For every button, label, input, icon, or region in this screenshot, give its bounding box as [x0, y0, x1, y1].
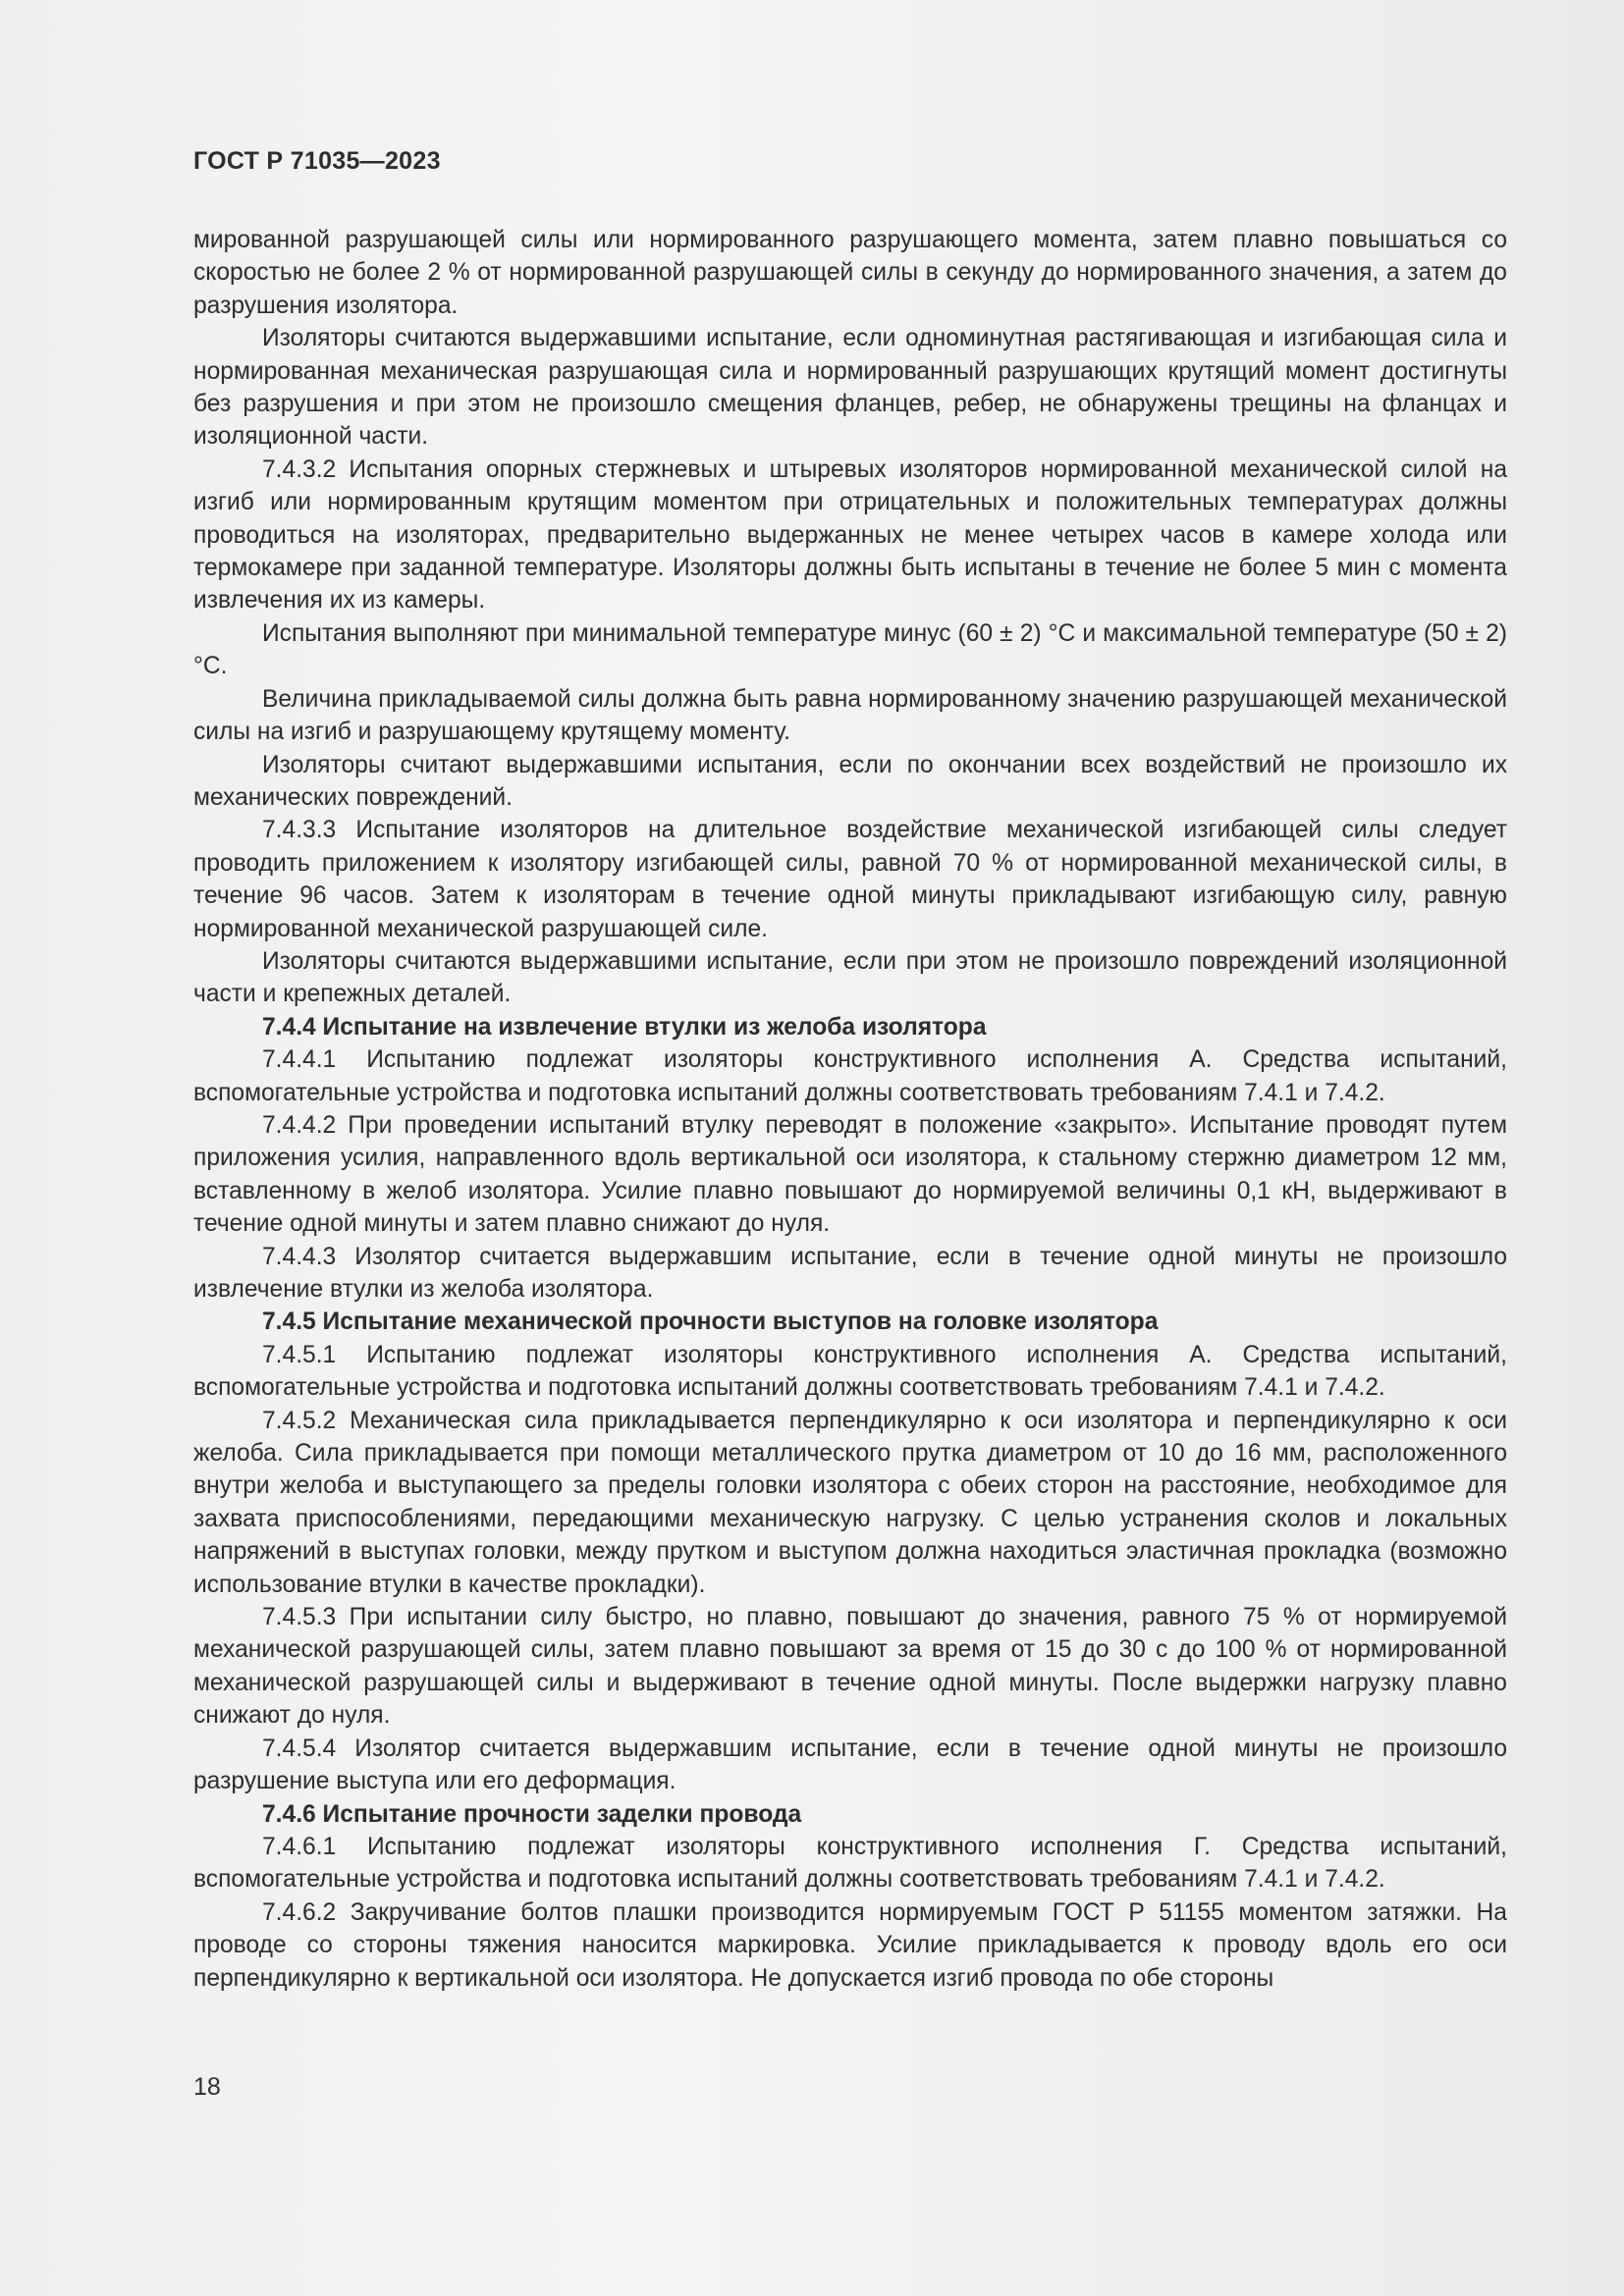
document-header: ГОСТ Р 71035—2023: [193, 147, 441, 175]
paragraph: 7.4.6.2 Закручивание болтов плашки производится нормируемым ГОСТ Р 51155 моментом затяжки. На проводе со стороны тяжения наносится маркировка. Усилие прикладывается к проводу вдоль его оси перпендикулярно к вертикальной оси изолятора. Не допускается изгиб провода по обе стороны: [193, 1898, 1507, 1992]
paragraph: 7.4.5.2 Механическая сила прикладывается перпендикулярно к оси изолятора и перпендикулярно к оси желоба. Сила прикладывается при помощи металлического прутка диаметром от 10 до 16 мм, расположенного внутри желоба и выступающего за пределы головки изолятора с обеих сторон на расстояние, необходимое для захвата приспособлениями, передающими механическую нагрузку. С целью устранения сколов и локальных напряжений в выступах головки, между прутком и выступом должна находиться эластичная прокладка (возможно использование втулки в качестве прокладки).: [193, 1407, 1507, 1598]
paragraph: 7.4.3.2 Испытания опорных стержневых и штыревых изоляторов нормированной механической силой на изгиб или нормированным крутящим моментом при отрицательных и положительных температурах должны проводиться на изоляторах, предварительно выдержанных не менее четырех часов в камере холода или термокамере при заданной температуре. Изоляторы должны быть испытаны в течение не более 5 мин с момента извлечения их из камеры.: [193, 455, 1507, 614]
paragraph: 7.4.5.4 Изолятор считается выдержавшим испытание, если в течение одной минуты не произошло разрушение выступа или его деформация.: [193, 1735, 1507, 1795]
paragraph: 7.4.5.3 При испытании силу быстро, но плавно, повышают до значения, равного 75 % от нормируемой механической разрушающей силы, затем плавно повышают за время от 15 до 30 с до 100 % от нормированной механической разрушающей силы и выдерживают в течение одной минуты. После выдержки нагрузку плавно снижают до нуля.: [193, 1604, 1507, 1730]
page-number: 18: [193, 2073, 221, 2101]
paragraph: Величина прикладываемой силы должна быть равна нормированному значению разрушающей механической силы на изгиб и разрушающему крутящему моменту.: [193, 685, 1507, 746]
paragraph: Испытания выполняют при минимальной температуре минус (60 ± 2) °С и максимальной температуре (50 ± 2) °С.: [193, 619, 1507, 680]
document-body: [193, 224, 1507, 1995]
paragraph: Изоляторы считаются выдержавшими испытание, если при этом не произошло повреждений изоляционной части и крепежных деталей.: [193, 947, 1507, 1008]
paragraph: Изоляторы считаются выдержавшими испытание, если одноминутная растягивающая и изгибающая сила и нормированная механическая разрушающая сила и нормированный разрушающих крутящий момент достигнуты без разрушения и при этом не произошло смещения фланцев, ребер, не обнаружены трещины на фланцах и изоляционной части.: [193, 325, 1507, 451]
paragraph: 7.4.6.1 Испытанию подлежат изоляторы конструктивного исполнения Г. Средства испытаний, вспомогательные устройства и подготовка испытаний должны соответствовать требованиям 7.4.1 и 7.4.2.: [193, 1833, 1507, 1894]
paragraph: Изоляторы считают выдержавшими испытания, если по окончании всех воздействий не произошло их механических повреждений.: [193, 751, 1507, 811]
section-heading: 7.4.5 Испытание механической прочности выступов на головке изолятора: [262, 1308, 1159, 1336]
paragraph: 7.4.4.1 Испытанию подлежат изоляторы конструктивного исполнения А. Средства испытаний, вспомогательные устройства и подготовка испытаний должны соответствовать требованиям 7.4.1 и 7.4.2.: [193, 1046, 1507, 1106]
paragraph: 7.4.4.3 Изолятор считается выдержавшим испытание, если в течение одной минуты не произошло извлечение втулки из желоба изолятора.: [193, 1243, 1507, 1303]
paragraph: 7.4.4.2 При проведении испытаний втулку переводят в положение «закрыто». Испытание проводят путем приложения усилия, направленного вдоль вертикальной оси изолятора, к стальному стержню диаметром 12 мм, вставленному в желоб изолятора. Усилие плавно повышают до нормируемой величины 0,1 кН, выдерживают в течение одной минуты и затем плавно снижают до нуля.: [193, 1111, 1507, 1238]
paragraph: 7.4.5.1 Испытанию подлежат изоляторы конструктивного исполнения А. Средства испытаний, вспомогательные устройства и подготовка испытаний должны соответствовать требованиям 7.4.1 и 7.4.2.: [193, 1341, 1507, 1402]
paragraph: мированной разрушающей силы или нормированного разрушающего момента, затем плавно повышаться со скоростью не более 2 % от нормированной разрушающей силы в секунду до нормированного значения, а затем до разрушения изолятора.: [193, 227, 1507, 319]
paragraph: 7.4.3.3 Испытание изоляторов на длительное воздействие механической изгибающей силы следует проводить приложением к изолятору изгибающей силы, равной 70 % от нормированной механической силы, в течение 96 часов. Затем к изоляторам в течение одной минуты прикладывают изгибающую силу, равную нормированной механической разрушающей силе.: [193, 817, 1507, 942]
section-heading: 7.4.6 Испытание прочности заделки провода: [262, 1800, 802, 1828]
section-heading: 7.4.4 Испытание на извлечение втулки из желоба изолятора: [262, 1013, 987, 1041]
